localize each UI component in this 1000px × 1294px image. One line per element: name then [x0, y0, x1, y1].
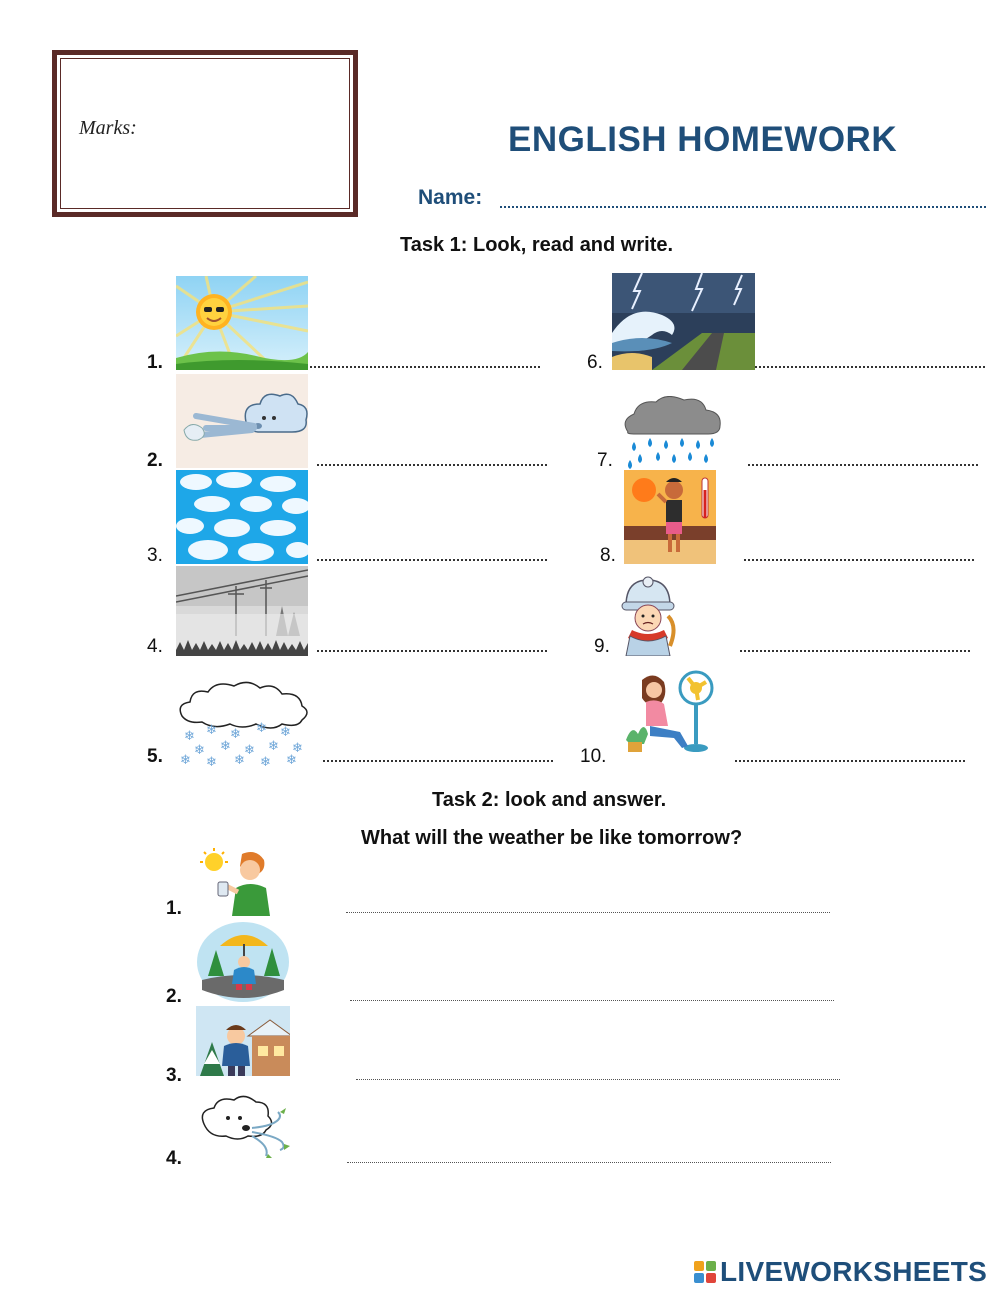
task2-answer-1[interactable] [346, 912, 830, 913]
task2-answer-2[interactable] [350, 1000, 834, 1001]
rainy-icon [620, 396, 724, 470]
svg-text:❄: ❄ [260, 755, 271, 766]
svg-text:❄: ❄ [292, 741, 303, 756]
name-label: Name: [418, 186, 483, 209]
task1-answer-4[interactable] [317, 650, 547, 652]
snow-boy-icon [196, 1006, 290, 1082]
cloudy-icon [176, 470, 308, 564]
svg-text:❄: ❄ [194, 743, 205, 758]
liveworksheets-brand[interactable] [694, 1256, 987, 1288]
task2-heading: Task 2: look and answer. [432, 789, 667, 811]
svg-text:❄: ❄ [286, 753, 297, 766]
task2-num-4: 4. [166, 1148, 182, 1169]
cold-icon [612, 576, 684, 656]
warm-icon [622, 668, 718, 754]
wind-cloud-icon [198, 1094, 294, 1162]
foggy-icon [176, 566, 308, 656]
task1-num-3: 3. [147, 545, 163, 566]
snowy-icon [176, 680, 310, 766]
svg-text:❄: ❄ [268, 739, 279, 754]
brand-text: LIVEWORKSHEETS [720, 1256, 988, 1287]
marks-label: Marks: [79, 117, 137, 139]
task1-answer-3[interactable] [317, 559, 547, 561]
task1-num-5: 5. [147, 746, 163, 767]
svg-text:❄: ❄ [184, 729, 195, 744]
task1-num-4: 4. [147, 636, 163, 657]
rain-umbrella-icon [196, 920, 290, 1004]
svg-text:❄: ❄ [180, 753, 191, 766]
task2-num-1: 1. [166, 898, 182, 919]
svg-text:❄: ❄ [206, 755, 217, 766]
task1-num-8: 8. [600, 545, 616, 566]
svg-text:❄: ❄ [230, 727, 241, 742]
task1-num-7: 7. [597, 450, 613, 471]
task1-num-1: 1. [147, 352, 163, 373]
task1-num-6: 6. [587, 352, 603, 373]
svg-text:❄: ❄ [280, 725, 291, 740]
hot-icon [624, 470, 716, 564]
task1-answer-2[interactable] [317, 464, 547, 466]
svg-text:❄: ❄ [220, 739, 231, 754]
task1-answer-1[interactable] [310, 366, 540, 368]
task2-num-2: 2. [166, 986, 182, 1007]
svg-text:❄: ❄ [256, 721, 267, 736]
sunny-icon [176, 276, 308, 370]
hot-boy-icon [192, 848, 286, 916]
task2-question: What will the weather be like tomorrow? [361, 827, 743, 849]
task2-answer-4[interactable] [347, 1162, 831, 1163]
task2-answer-3[interactable] [356, 1079, 840, 1080]
svg-text:❄: ❄ [234, 753, 245, 766]
task1-answer-9[interactable] [740, 650, 970, 652]
windy-cloud-icon [176, 374, 308, 468]
liveworksheets-logo-icon [694, 1261, 716, 1283]
task1-answer-8[interactable] [744, 559, 974, 561]
svg-text:❄: ❄ [244, 743, 255, 758]
task1-num-10: 10. [580, 746, 607, 767]
task1-answer-6[interactable] [755, 366, 985, 368]
page-title: ENGLISH HOMEWORK [508, 120, 898, 159]
name-input-line[interactable] [500, 192, 986, 208]
stormy-icon [612, 273, 755, 370]
svg-text:❄: ❄ [206, 723, 217, 738]
task2-num-3: 3. [166, 1065, 182, 1086]
task1-answer-7[interactable] [748, 464, 978, 466]
task1-answer-5[interactable] [323, 760, 553, 762]
task1-answer-10[interactable] [735, 760, 965, 762]
task1-num-9: 9. [594, 636, 610, 657]
task1-num-2: 2. [147, 450, 163, 471]
marks-box [52, 50, 358, 217]
task1-heading: Task 1: Look, read and write. [400, 234, 674, 256]
